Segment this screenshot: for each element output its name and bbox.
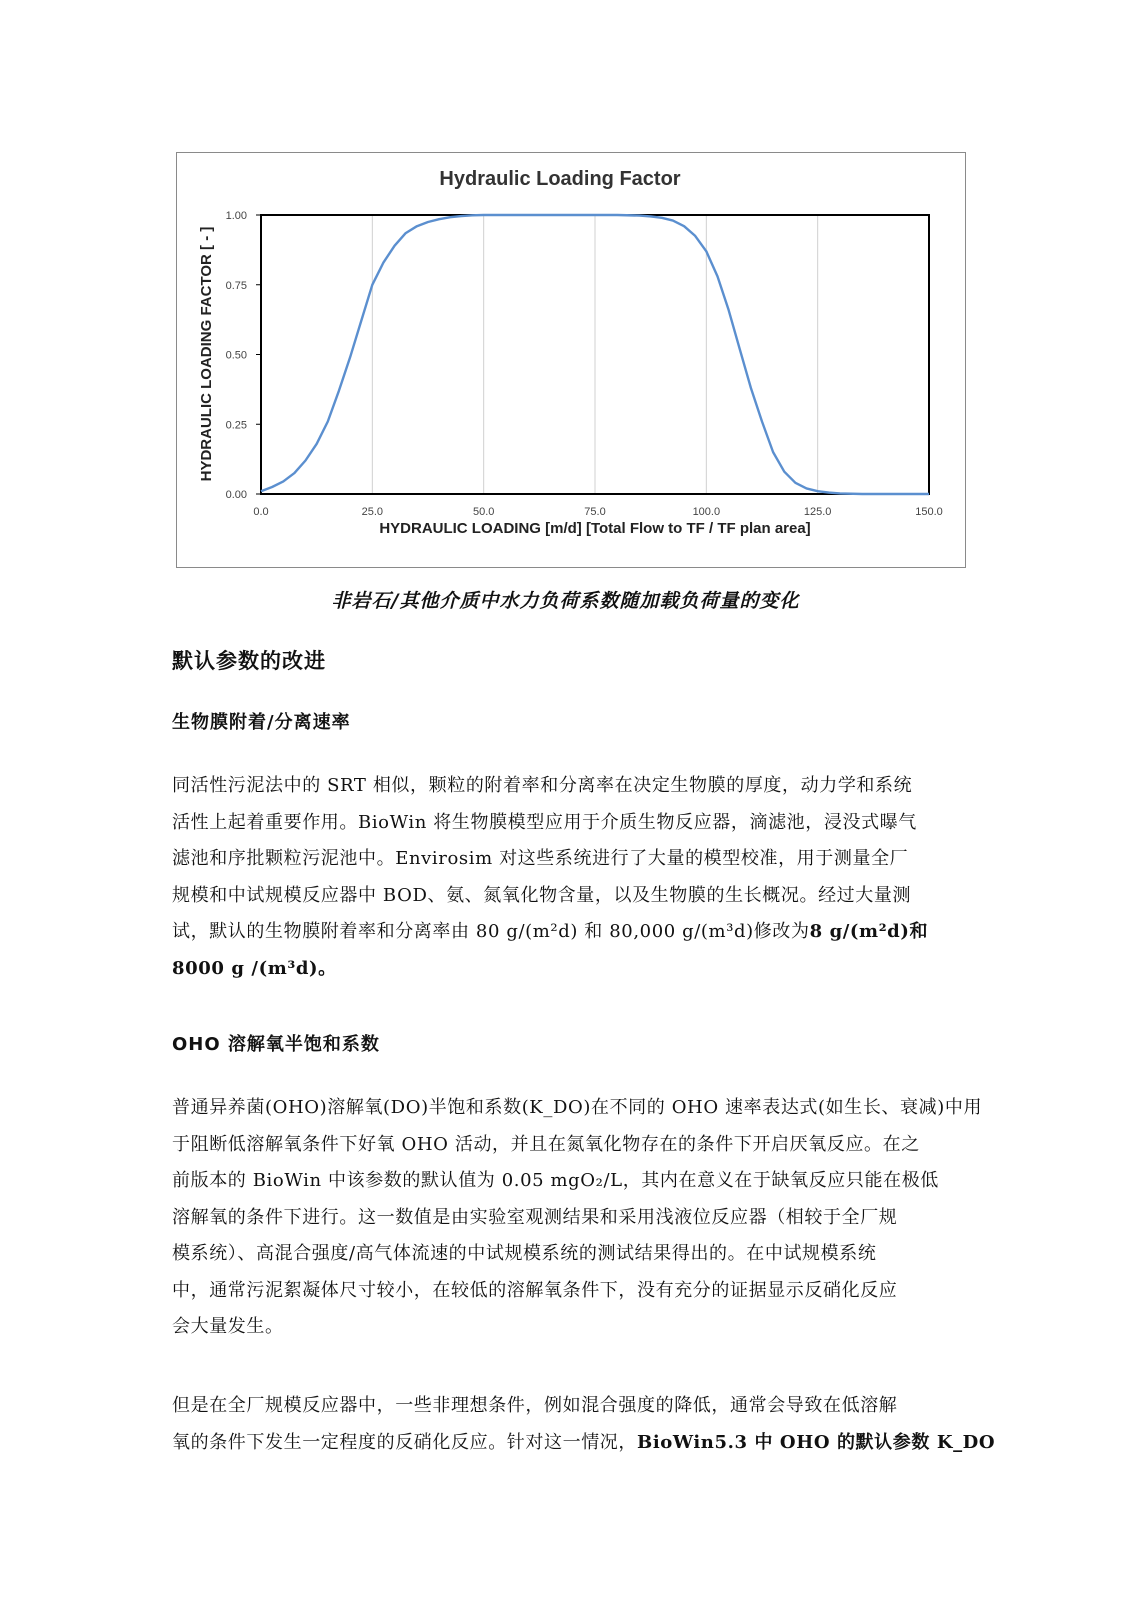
text-line: 同活性污泥法中的 SRT 相似，颗粒的附着率和分离率在决定生物膜的厚度，动力学和系统 — [172, 775, 913, 796]
x-tick-label: 25.0 — [361, 506, 384, 518]
text-line: 于阻断低溶解氧条件下好氧 OHO 活动，并且在氮氧化物存在的条件下开启厌氧反应。在之 — [172, 1133, 920, 1155]
y-tick-label: 1.00 — [225, 210, 247, 222]
new-default-values: 8 g/(m²d)和 — [809, 921, 929, 942]
hydraulic-loading-chart — [177, 153, 965, 567]
chart-title: Hydraulic Loading Factor — [439, 168, 681, 190]
x-tick-label: 125.0 — [803, 506, 832, 518]
text-line: 模系统）、高混合强度/高气体流速的中试规模系统的测试结果得出的。在中试规模系统 — [172, 1243, 877, 1264]
oho-default-parameter: BioWin5.3 中 OHO 的默认参数 K_DO — [637, 1431, 996, 1453]
figure-caption: 非岩石/其他介质中水力负荷系数随加载负荷量的变化 — [331, 590, 800, 612]
text-run: 试，默认的生物膜附着率和分离率由 80 g/(m²d) 和 80,000 g/(m³d)修改为 — [172, 921, 810, 942]
y-axis-label: HYDRAULIC LOADING FACTOR [ - ] — [198, 226, 215, 482]
text-line: 滤池和序批颗粒污泥池中。Envirosim 对这些系统进行了大量的模型校准，用于测量全厂 — [172, 848, 909, 869]
new-default-values-cont: 8000 g /(m³d)。 — [172, 957, 337, 979]
y-tick-label: 0.25 — [225, 419, 247, 432]
x-tick-label: 50.0 — [472, 506, 495, 518]
text-line: 前版本的 BioWin 中该参数的默认值为 0.05 mgO₂/L，其内在意义在于缺氧反应只能在极低 — [172, 1170, 939, 1191]
y-tick-label: 0.00 — [225, 489, 247, 501]
x-tick-label: 0.0 — [253, 506, 269, 518]
x-tick-label: 150.0 — [915, 506, 943, 518]
y-tick-label: 0.50 — [225, 349, 247, 362]
x-axis-label: HYDRAULIC LOADING [m/d] [Total Flow to TF / TF plan area] — [379, 520, 811, 537]
text-line: 规模和中试规模反应器中 BOD、氨、氮氧化物含量，以及生物膜的生长概况。经过大量测 — [172, 884, 912, 906]
text-line: 溶解氧的条件下进行。这一数值是由实验室观测结果和采用浅液位反应器（相较于全厂规 — [172, 1206, 898, 1228]
x-tick-label: 100.0 — [692, 506, 721, 518]
text-line: 中，通常污泥絮凝体尺寸较小，在较低的溶解氧条件下，没有充分的证据显示反硝化反应 — [172, 1279, 898, 1301]
text-line: 普通异养菌(OHO)溶解氧(DO)半饱和系数(K_DO)在不同的 OHO 速率表达式(如生长、衰减)中用 — [172, 1097, 983, 1118]
text-run: 氧的条件下发生一定程度的反硝化反应。针对这一情况， — [172, 1431, 637, 1453]
paragraph-biofilm — [172, 768, 972, 987]
paragraph-oho-1 — [172, 1090, 983, 1346]
text-line — [172, 1425, 996, 1462]
section-heading: 默认参数的改进 — [172, 649, 326, 673]
x-tick-label: 75.0 — [584, 506, 606, 518]
y-tick-label: 0.75 — [225, 279, 247, 292]
figure-frame — [176, 152, 966, 568]
paragraph-oho-2 — [172, 1388, 996, 1461]
text-line: 但是在全厂规模反应器中，一些非理想条件，例如混合强度的降低，通常会导致在低溶解 — [172, 1395, 898, 1416]
text-line: 会大量发生。 — [172, 1316, 284, 1337]
subheading-oho: OHO 溶解氧半饱和系数 — [172, 1034, 380, 1055]
text-line: 活性上起着重要作用。BioWin 将生物膜模型应用于介质生物反应器，滴滤池，浸没式曝气 — [172, 811, 917, 833]
subheading-biofilm: 生物膜附着/分离速率 — [172, 712, 351, 733]
text-line — [172, 914, 972, 951]
